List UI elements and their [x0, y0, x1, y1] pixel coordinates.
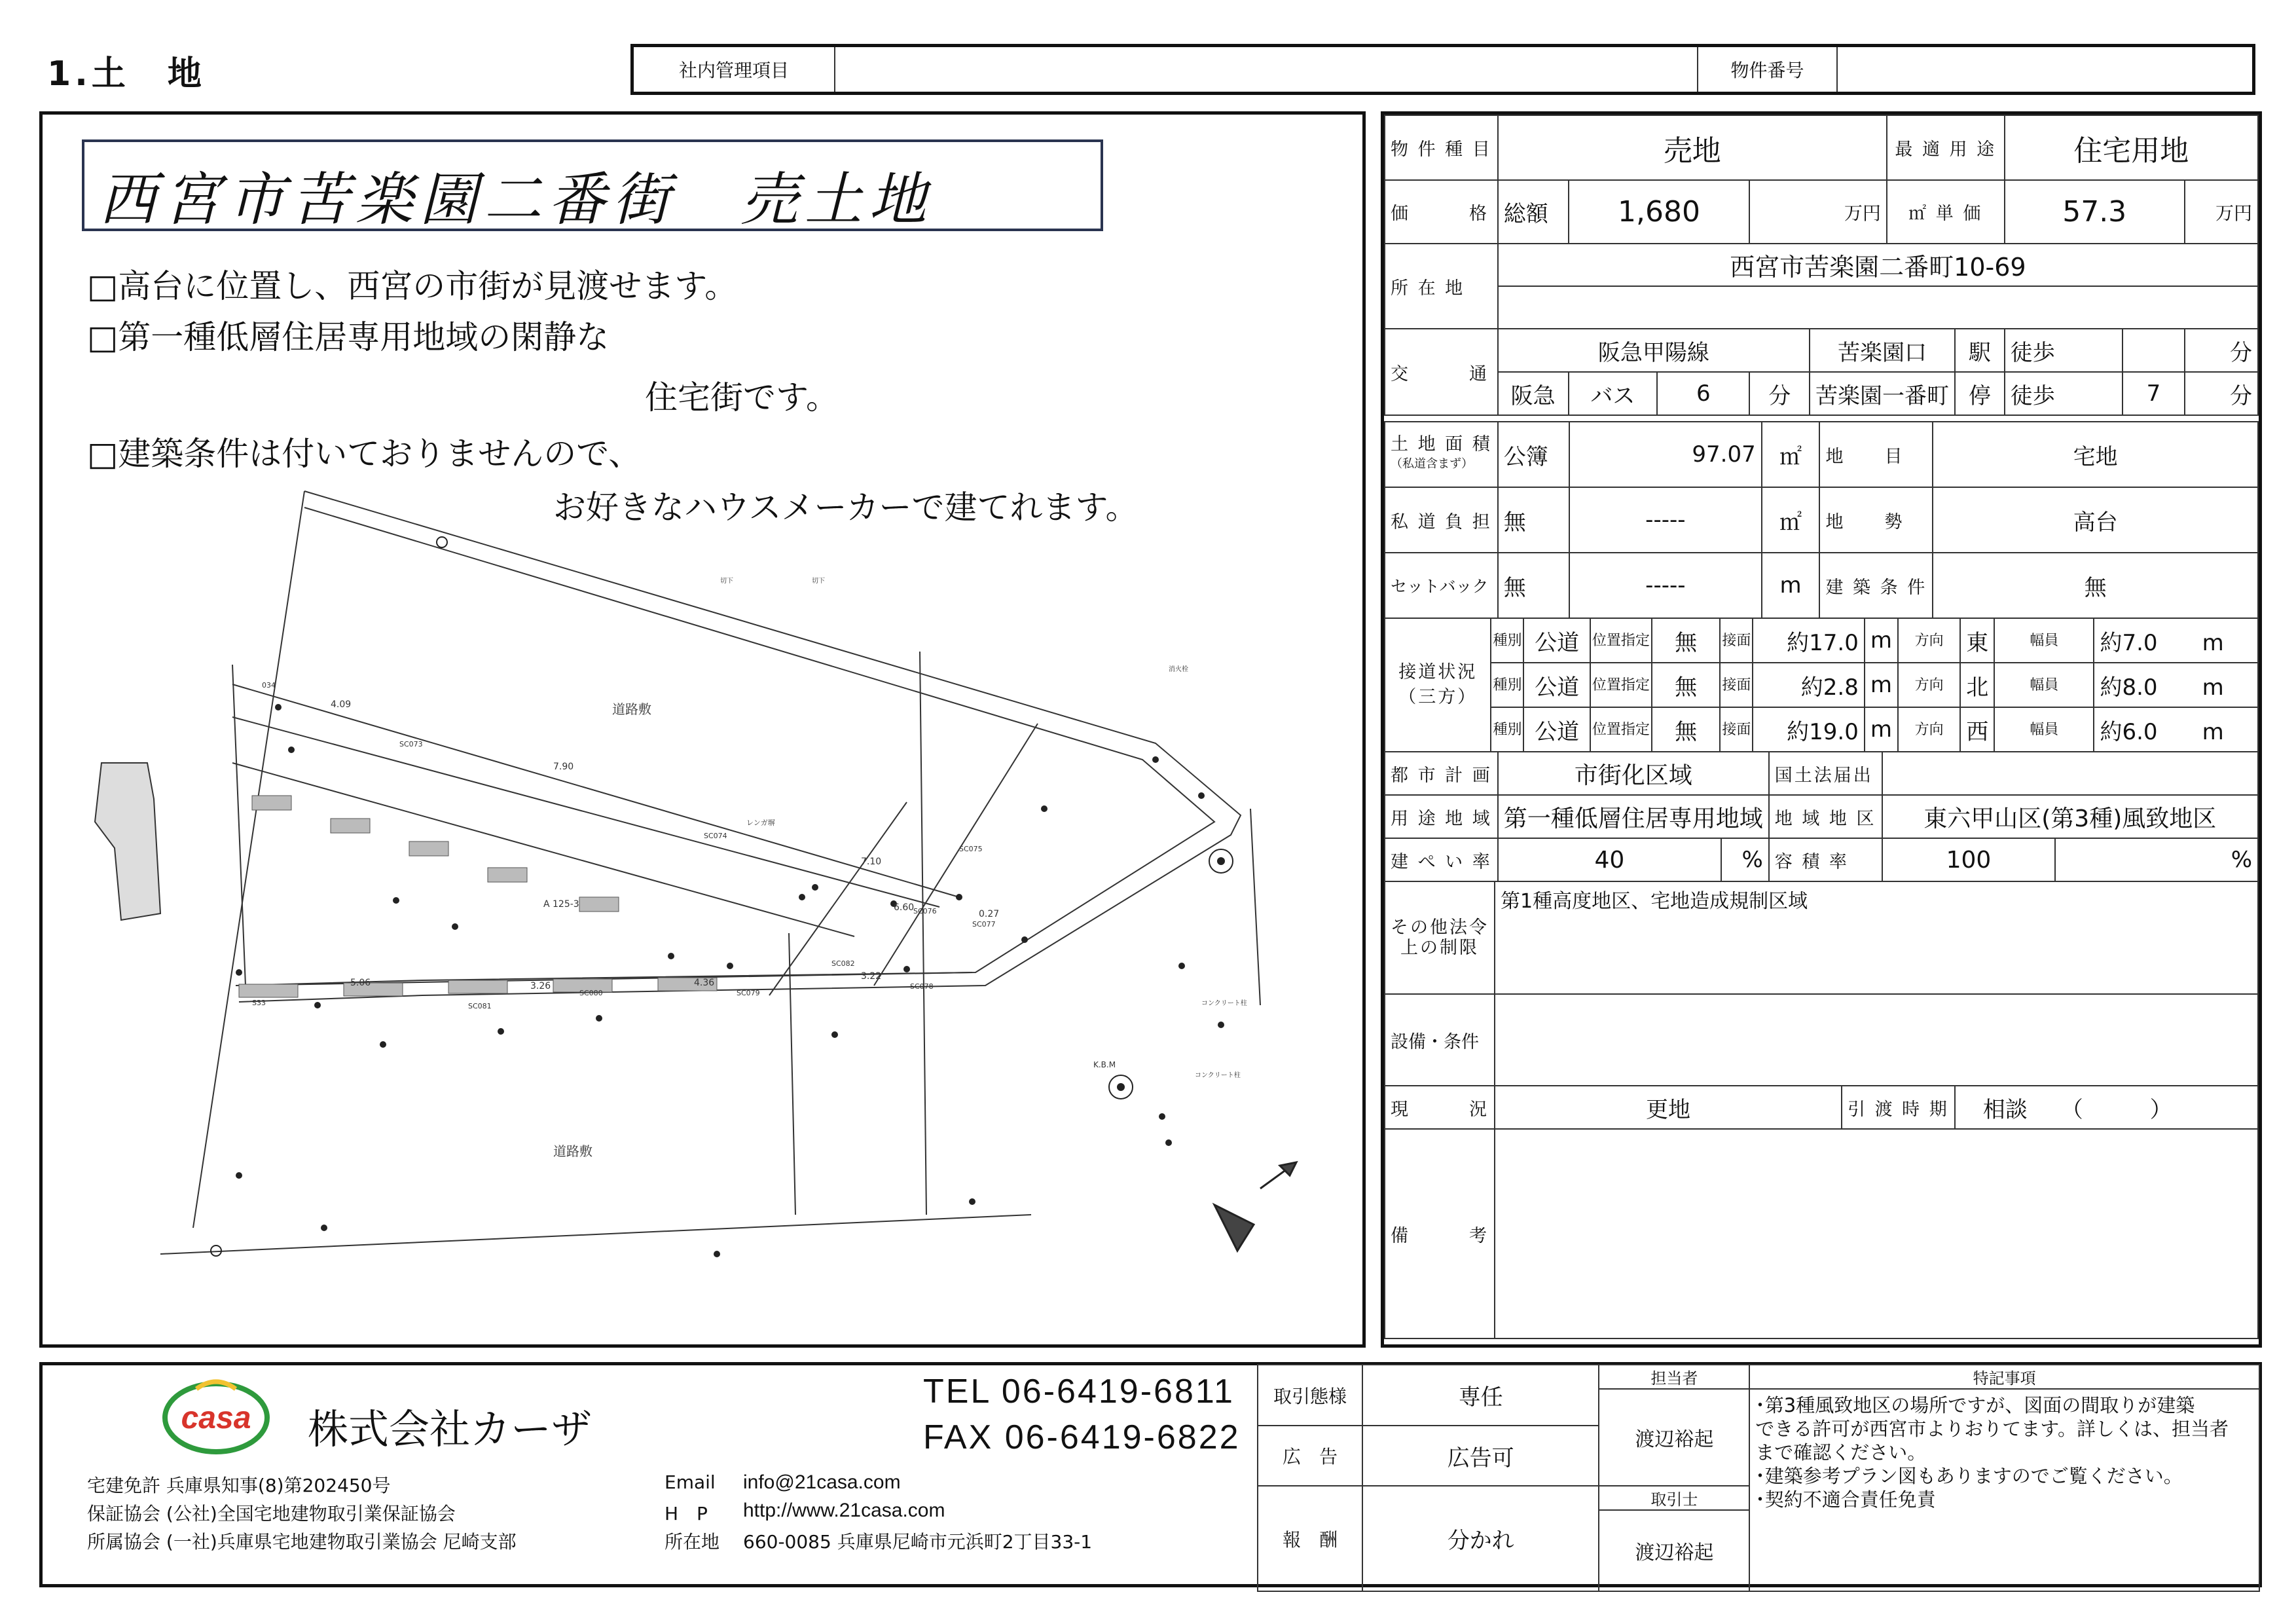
- t1-fun: 分: [2185, 329, 2258, 372]
- mgmt-value[interactable]: [835, 46, 1698, 94]
- road-boundary-upper: [239, 491, 1241, 1002]
- setback-length: -----: [1569, 553, 1762, 618]
- road-3-m: m: [1865, 707, 1898, 752]
- t1-line: 阪急甲陽線: [1498, 329, 1810, 372]
- hatch-4: [488, 868, 527, 882]
- notes-label: 特記事項: [1749, 1365, 2259, 1389]
- far-value: 100: [1882, 838, 2056, 881]
- property-data-table: [1381, 111, 2262, 1348]
- road-1-wm: m: [2202, 629, 2224, 656]
- agent-label: 取引士: [1599, 1486, 1749, 1510]
- road-3-ichi: 位置指定: [1590, 707, 1652, 752]
- district-value: 東六甲山区(第3種)風致地区: [1882, 795, 2258, 838]
- setback-value: 無: [1498, 553, 1569, 618]
- total-label: 総額: [1498, 180, 1569, 244]
- logo-text: casa: [181, 1401, 251, 1435]
- table-part-5: [1384, 881, 2259, 1339]
- map-concrete-2: コンクリート柱: [1195, 1072, 1241, 1079]
- bullet-2: □第一種低層住居専用地域の閑静な: [87, 318, 610, 356]
- hatch-8: [448, 980, 507, 993]
- sqm-price-value: 57.3: [2005, 180, 2185, 244]
- t1-station: 苦楽園口: [1810, 329, 1955, 372]
- agent-value: 渡辺裕起: [1599, 1510, 1749, 1591]
- note-line-2: できる許可が西宮市よりおりてます。詳しくは、担当者: [1755, 1418, 2229, 1440]
- road-1-width: 約7.0: [2100, 629, 2158, 656]
- neighbor-block: [95, 763, 160, 920]
- map-edge-6: 3.22: [861, 971, 882, 982]
- ad-label: 広 告: [1258, 1426, 1362, 1486]
- handover-value: 相談: [1982, 1096, 2028, 1123]
- zoning-value: 第一種低層住居専用地域: [1498, 795, 1769, 838]
- bullet-3: □建築条件は付いておりませんので、: [87, 435, 642, 473]
- map-edge-9: 4.36: [694, 978, 715, 988]
- hatch-3: [409, 841, 448, 856]
- road-1-ichi: 位置指定: [1590, 618, 1652, 663]
- coverage-label: 建 ぺ い 率: [1385, 838, 1498, 881]
- road-1-setsumen: 接面: [1720, 618, 1753, 663]
- map-point-3: SC075: [959, 845, 983, 853]
- deal-table: [1257, 1364, 2260, 1592]
- remarks-label: 備 考: [1385, 1129, 1495, 1338]
- company-address: 660-0085 兵庫県尼崎市元浜町2丁目33-1: [743, 1531, 1093, 1553]
- map-road-label-1: 道路敷: [612, 701, 651, 717]
- north-arrow: [1214, 1162, 1296, 1251]
- chimoku-label: 地 目: [1819, 422, 1933, 487]
- private-road-label: 私 道 負 担: [1385, 487, 1498, 553]
- map-edge-4: 6.60: [894, 902, 915, 913]
- map-point-4: SC076: [913, 907, 937, 915]
- road-2-m: m: [1865, 663, 1898, 707]
- map-point-7: SC080: [579, 989, 603, 997]
- coverage-unit: %: [1721, 838, 1769, 881]
- road-access-sub: （三方）: [1398, 687, 1478, 707]
- map-point-9: SC079: [737, 989, 760, 997]
- road-3-len: 約19.0: [1753, 707, 1865, 752]
- national-land-value: [1882, 752, 2258, 795]
- handover-cell: [1955, 1086, 2258, 1129]
- map-edge-7: 5.06: [350, 978, 371, 988]
- road-2-ichi: 位置指定: [1590, 663, 1652, 707]
- sqm-price-label: ㎡ 単 価: [1887, 180, 2005, 244]
- t2-company: 阪急: [1498, 372, 1569, 415]
- road-2-width: 約8.0: [2100, 674, 2158, 701]
- road-3-wm: m: [2202, 718, 2224, 745]
- use-label: 最 適 用 途: [1887, 115, 2005, 180]
- t1-min: [2123, 329, 2185, 372]
- address-extra: [1498, 286, 2258, 329]
- road-1-kind: 公道: [1523, 618, 1590, 663]
- map-point-6: SC078: [910, 982, 934, 991]
- handover-label: 引 渡 時 期: [1842, 1086, 1955, 1129]
- other-law-value: 第1種高度地区、宅地造成規制区域: [1495, 881, 2258, 994]
- road-1-shubetsu: 種別: [1491, 618, 1523, 663]
- road-2-fukuin: 幅員: [1994, 663, 2094, 707]
- survey-line-2: [920, 652, 926, 1215]
- private-road-area: -----: [1569, 487, 1762, 553]
- city-plan-value: 市街化区域: [1498, 752, 1769, 795]
- t2-walk: 徒歩: [2005, 372, 2123, 415]
- road-2-shubetsu: 種別: [1491, 663, 1523, 707]
- road-1-dir: 東: [1960, 618, 1994, 663]
- t2-fun2: 分: [2185, 372, 2258, 415]
- t2-busmin: 6: [1657, 372, 1749, 415]
- current-label: 現 況: [1385, 1086, 1495, 1129]
- footer: [39, 1362, 2262, 1587]
- notes-cell: [1749, 1389, 2259, 1591]
- road-1-houkou: 方向: [1898, 618, 1960, 663]
- road-1-fukuin: 幅員: [1994, 618, 2094, 663]
- map-area-label: A 125-3: [543, 899, 579, 910]
- handover-paren: （ ）: [2071, 1096, 2172, 1123]
- map-edge-3: 7.10: [861, 857, 882, 867]
- road-access-label-cell: [1385, 618, 1491, 752]
- map-cut-2: 切下: [812, 578, 825, 585]
- map-point-2: SC074: [704, 832, 727, 840]
- t2-fun1: 分: [1749, 372, 1810, 415]
- chisei-label: 地 勢: [1819, 487, 1933, 553]
- addr-label: 所在地: [665, 1531, 720, 1553]
- remarks-value: [1495, 1129, 2258, 1338]
- fee-value: 分かれ: [1362, 1486, 1599, 1591]
- national-land-label: 国土法届出: [1769, 752, 1882, 795]
- road-3-kind: 公道: [1523, 707, 1590, 752]
- land-area-label: 土 地 面 積: [1391, 434, 1492, 454]
- note-line-3: まで確認ください。: [1755, 1441, 1927, 1464]
- setback-unit: m: [1762, 553, 1820, 618]
- note-line-4: ･建築参考プラン図もありますのでご覧ください。: [1755, 1465, 2183, 1487]
- staff-value: 渡辺裕起: [1599, 1389, 1749, 1486]
- road-3-fukuin: 幅員: [1994, 707, 2094, 752]
- road-2-kind: 公道: [1523, 663, 1590, 707]
- road-2-houkou: 方向: [1898, 663, 1960, 707]
- t2-stop: 苦楽園一番町: [1810, 372, 1955, 415]
- parcel-edge-3: [232, 763, 854, 936]
- survey-line-1: [193, 491, 304, 1228]
- road-access-label: 接道状況: [1398, 662, 1478, 682]
- road-2-setsumen: 接面: [1720, 663, 1753, 707]
- road-boundary-lower: [160, 1215, 1031, 1254]
- coverage-value: 40: [1498, 838, 1721, 881]
- land-area-unit: ㎡: [1762, 422, 1820, 487]
- map-edge-8: 3.26: [530, 981, 551, 991]
- assoc-member: 所属協会 (一社)兵庫県宅地建物取引業協会 尼崎支部: [87, 1531, 517, 1553]
- map-concrete-1: コンクリート柱: [1201, 1000, 1247, 1007]
- current-value: 更地: [1495, 1086, 1842, 1129]
- zoning-label: 用 途 地 域: [1385, 795, 1498, 838]
- hp-link[interactable]: http://www.21casa.com: [743, 1500, 945, 1521]
- bullet-1: □高台に位置し、西宮の市街が見渡せます。: [87, 267, 738, 305]
- road-2-dir: 北: [1960, 663, 1994, 707]
- parcel-edge-5: [232, 665, 246, 986]
- map-kbm: K.B.M: [1093, 1060, 1116, 1069]
- staff-label: 担当者: [1599, 1365, 1749, 1389]
- hatch-6: [239, 984, 298, 997]
- map-point-10: SC082: [831, 959, 855, 968]
- road-3-shubetsu: 種別: [1491, 707, 1523, 752]
- road-access-table: [1384, 618, 2259, 752]
- hp-label: H P: [665, 1503, 708, 1524]
- note-line-5: ･契約不適合責任免責: [1755, 1488, 1936, 1511]
- deal-type-value: 専任: [1362, 1365, 1599, 1426]
- road-3-width-cell: [2094, 707, 2258, 752]
- table-part-4: [1384, 751, 2259, 882]
- road-2-ichi-value: 無: [1652, 663, 1720, 707]
- map-edge-5: 0.27: [979, 909, 1000, 919]
- map-edge-2: 7.90: [553, 762, 574, 772]
- section-title: 1.土 地: [47, 54, 206, 94]
- road-2-width-cell: [2094, 663, 2258, 707]
- hatch-2: [331, 819, 370, 833]
- property-no-label: 物件番号: [1698, 46, 1837, 94]
- road-1-width-cell: [2094, 618, 2258, 663]
- address-value: 西宮市苦楽園二番町10-69: [1498, 244, 2258, 286]
- far-unit: %: [2055, 838, 2258, 881]
- table-part-1: [1384, 115, 2259, 416]
- t2-bus: バス: [1569, 372, 1658, 415]
- parcel-edge-7: [874, 724, 1038, 986]
- table-part-2: [1384, 421, 2259, 619]
- map-road-label-2: 道路敷: [553, 1143, 592, 1159]
- total-value: 1,680: [1569, 180, 1750, 244]
- bullet-3-cont: お好きなハウスメーカーで建てれます。: [553, 489, 1139, 526]
- t1-eki: 駅: [1955, 329, 2005, 372]
- deal-type-label: 取引態様: [1258, 1365, 1362, 1426]
- tel[interactable]: TEL 06-6419-6811: [923, 1373, 1235, 1411]
- map-point-8: SC081: [468, 1002, 492, 1010]
- fee-label: 報 酬: [1258, 1486, 1362, 1591]
- road-3-width: 約6.0: [2100, 718, 2158, 745]
- road-2-len: 約2.8: [1753, 663, 1865, 707]
- map-wall: レンガ塀: [746, 819, 775, 827]
- assoc-guarantee: 保証協会 (公社)全国宅地建物取引業保証協会: [87, 1503, 456, 1524]
- road-1-len: 約17.0: [1753, 618, 1865, 663]
- total-unit: 万円: [1749, 180, 1887, 244]
- transport-label: 交 通: [1385, 329, 1498, 415]
- fax: FAX 06-6419-6822: [923, 1418, 1241, 1456]
- note-line-1: ･第3種風致地区の場所ですが、図面の間取りが建築: [1755, 1394, 2195, 1416]
- property-title: 西宮市苦楽園二番街 売土地: [99, 166, 934, 233]
- t2-tei: 停: [1955, 372, 2005, 415]
- private-road-unit: ㎡: [1762, 487, 1820, 553]
- map-point-1: SC073: [399, 740, 423, 748]
- type-label: 物 件 種 目: [1385, 115, 1498, 180]
- sqm-price-unit: 万円: [2185, 180, 2258, 244]
- map-panel: [39, 111, 1366, 1348]
- map-hydrant: 消火栓: [1169, 666, 1188, 673]
- land-area-note: （私道含まず）: [1391, 457, 1473, 471]
- map-bench-1: 034: [262, 681, 276, 690]
- use-value: 住宅用地: [2005, 115, 2258, 180]
- address-label: 所 在 地: [1385, 244, 1498, 329]
- parcel-edge-1: [232, 684, 959, 897]
- chisei-value: 高台: [1933, 487, 2258, 553]
- chimoku-value: 宅地: [1933, 422, 2258, 487]
- map-bench-2: S33: [252, 999, 266, 1007]
- other-law-label: その他法令上の制限: [1385, 881, 1495, 994]
- road-1-ichi-value: 無: [1652, 618, 1720, 663]
- land-area-type: 公簿: [1498, 422, 1569, 487]
- survey-map: [43, 115, 1362, 1344]
- road-3-setsumen: 接面: [1720, 707, 1753, 752]
- mgmt-label: 社内管理項目: [632, 46, 835, 94]
- build-cond-label: 建 築 条 件: [1819, 553, 1933, 618]
- ad-value: 広告可: [1362, 1426, 1599, 1486]
- company-name: 株式会社カーザ: [308, 1405, 592, 1453]
- type-value: 売地: [1498, 115, 1887, 180]
- road-2-wm: m: [2202, 674, 2224, 701]
- map-edge-1: 4.09: [331, 699, 352, 710]
- t2-walkmin: 7: [2123, 372, 2185, 415]
- district-label: 地 域 地 区: [1769, 795, 1882, 838]
- hatch-5: [579, 897, 619, 912]
- road-3-ichi-value: 無: [1652, 707, 1720, 752]
- build-cond-value: 無: [1933, 553, 2258, 618]
- road-3-dir: 西: [1960, 707, 1994, 752]
- land-area-value: 97.07: [1569, 422, 1762, 487]
- map-cut-1: 切下: [720, 578, 733, 585]
- hatch-1: [252, 796, 291, 810]
- bullet-2-cont: 住宅街です。: [645, 378, 839, 416]
- side-wall: [1250, 809, 1260, 1005]
- email[interactable]: info@21casa.com: [743, 1471, 901, 1493]
- setback-label: セットバック: [1385, 553, 1498, 618]
- header-table: [630, 44, 2255, 95]
- casa-logo: [160, 1377, 272, 1456]
- email-label: Email: [665, 1471, 716, 1493]
- city-plan-label: 都 市 計 画: [1385, 752, 1498, 795]
- parcel-edge-2: [232, 717, 939, 907]
- road-1-m: m: [1865, 618, 1898, 663]
- facility-label: 設備・条件: [1385, 994, 1495, 1086]
- road-3-houkou: 方向: [1898, 707, 1960, 752]
- price-label: 価 格: [1385, 180, 1498, 244]
- land-area-label-cell: [1385, 422, 1498, 487]
- far-label: 容 積 率: [1769, 838, 1882, 881]
- t1-walk: 徒歩: [2005, 329, 2123, 372]
- property-no-value[interactable]: [1837, 46, 2254, 94]
- map-point-5: SC077: [972, 920, 996, 929]
- license: 宅建免許 兵庫県知事(8)第202450号: [87, 1475, 391, 1496]
- facility-value: [1495, 994, 2258, 1086]
- private-road-value: 無: [1498, 487, 1569, 553]
